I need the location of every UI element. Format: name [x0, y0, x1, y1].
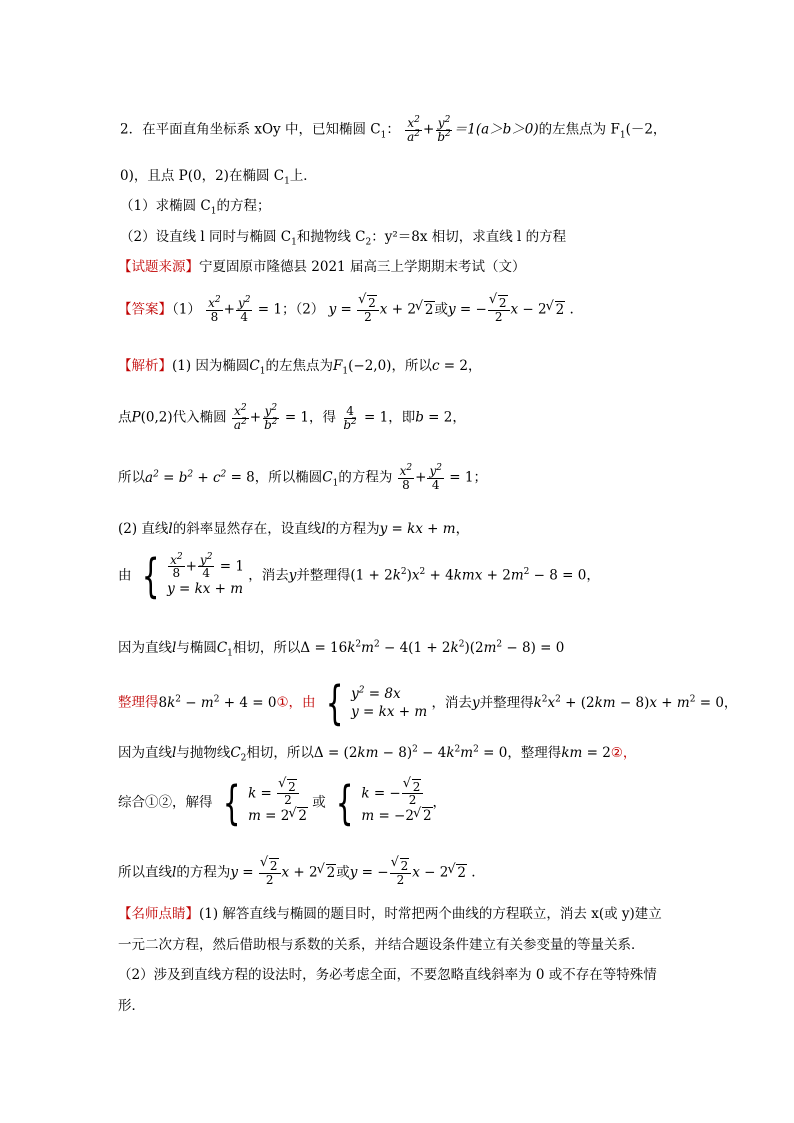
analysis-line-3: 所以$a^2 = b^2 + c^2 = 8$，所以椭圆$C_1$的方程为 $\frac{x^2}{8}$ + $\frac{y^2}{4}$ = 1；	[118, 463, 487, 492]
analysis-label: 【解析】	[118, 358, 172, 374]
source-label: 【试题来源】	[118, 259, 199, 275]
source-text: 宁夏固原市隆德县 2021 届高三上学期期末考试（文）	[199, 259, 526, 275]
problem-line-1: 2．在平面直角坐标系 xOy 中，已知椭圆 $C_1$： $\frac{x^2}{a^2}$ + $\frac{y^2}{b^2}$ ＝1(a＞b＞0)的左焦点为 $F_1(-2$，	[120, 115, 667, 144]
analysis-line-6: 因为直线l与椭圆$C_1$相切，所以$\Delta = 16k^2m^2 - 4(1 + 2k^2)(2m^2 - 8) = 0$	[118, 639, 565, 659]
tip-line-2: 一元二次方程，然后借助根与系数的关系，并结合题设条件建立有关参变量的等量关系．	[118, 937, 645, 953]
source-line	[118, 259, 525, 275]
analysis-line-2: 点P(0,2)代入椭圆 $\frac{x^2}{a^2}$ + $\frac{y^2}{b^2}$ = 1，得 $\frac{4}{b^2}$ = 1，即b = 2，	[118, 403, 466, 432]
analysis-line-9: 综合①②，解得 { k = √ $\frac{2}{2}$ m = 2√ 2 或 { k = − √ $\frac{2}{2}$ m = −2√ 2 ，	[118, 780, 446, 826]
answer-line: 【答案】（1） $\frac{x^2}{8}$ + $\frac{y^2}{4}$ = 1；（2） y = √ $\frac{2}{2}$ x + 2√ 2或y = − √ $\frac{2}{2}$ x − 2√ 2 .	[118, 297, 574, 323]
question-1: （1）求椭圆 $C_1$的方程；	[120, 198, 271, 217]
problem-line-2: 0)，且点 P(0，2)在椭圆 $C_1$上．	[120, 168, 317, 187]
question-2: （2）设直线 l 同时与椭圆 $C_1$和抛物线 $C_2$：y²＝8x 相切，求直线 l 的方程	[120, 229, 567, 248]
tip-line-1: 【名师点睛】(1) 解答直线与椭圆的题目时，时常把两个曲线的方程联立，消去 x(或 y)建立	[118, 906, 662, 922]
analysis-line-4: (2) 直线l的斜率显然存在，设直线l的方程为y = kx + m，	[118, 521, 470, 537]
analysis-line-1: 【解析】(1) 因为椭圆$C_1$的左焦点为$F_1(-2,0)$，所以c = 2，	[118, 358, 482, 377]
tip-line-3: （2）涉及到直线方程的设法时，务必考虑全面，不要忽略直线斜率为 0 或不存在等特殊情	[118, 967, 657, 983]
analysis-line-7: 整理得$8k^2 - m^2 + 4$ = 0①，由 { $y^2 = 8x$ y = kx + m ，消去y并整理得$k^2x^2 + (2km - 8)x + m^2 = 0$，	[118, 676, 738, 730]
analysis-line-8: 因为直线l与抛物线$C_2$相切，所以$\Delta = (2km - 8)^2 - 4k^2m^2 = 0$，整理得km = 2②，	[118, 744, 637, 764]
answer-label: 【答案】	[118, 301, 172, 318]
tip-line-4: 形．	[118, 998, 145, 1014]
analysis-line-10: 所以直线l的方程为y = √ $\frac{2}{2}$ x + 2√ 2或y = − √ $\frac{2}{2}$ x − 2√ 2 .	[118, 860, 476, 886]
tip-label: 【名师点睛】	[118, 906, 199, 922]
analysis-line-5: 由 { $\frac{x^2}{8}$ + $\frac{y^2}{4}$ = 1 y = kx + m ，消去y并整理得$(1 + 2k^2)x^2 + 4kmx + 2m^2 - 8 = 0$，	[118, 549, 600, 603]
